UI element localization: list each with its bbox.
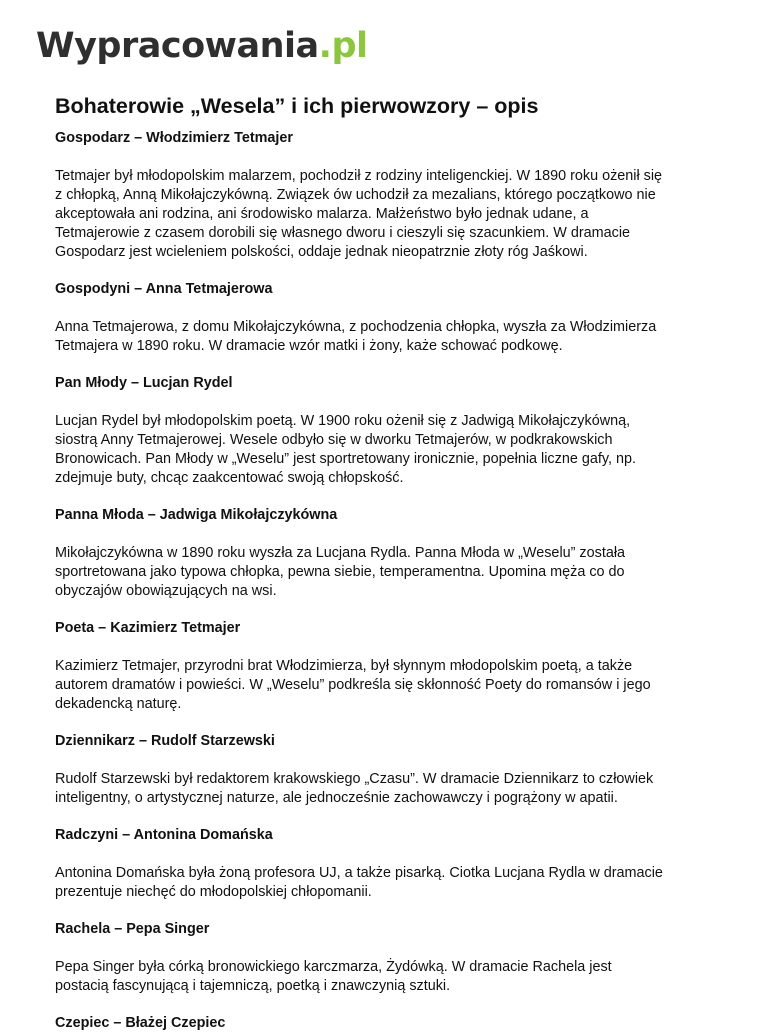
section-paragraph: [55, 657, 720, 714]
text-line: postacią fascynującą i tajemniczą, poetką i znawczynią sztuki.: [55, 978, 451, 994]
text-line: Lucjan Rydel był młodopolskim poetą. W 1900 roku ożenił się z Jadwigą Mikołajczykówną,: [55, 413, 631, 429]
section-poeta: [55, 619, 720, 714]
text-line: z chłopką, Anną Mikołajczykówną. Związek ów uchodził za mezalians, którego początkowo nie: [55, 187, 656, 203]
text-line: Anna Tetmajerowa, z domu Mikołajczykówna, z pochodzenia chłopka, wyszła za Włodzimierza: [55, 319, 657, 335]
section-rachela: [55, 920, 720, 996]
document-body: [55, 92, 720, 1033]
section-paragraph: [55, 167, 720, 262]
section-heading: Gospodarz – Włodzimierz Tetmajer: [55, 130, 294, 146]
text-line: Bronowicach. Pan Młody w „Weselu” jest sportretowany ironicznie, popełnia liczne gafy, np.: [55, 451, 636, 467]
text-line: Gospodarz jest wcieleniem polskości, oddaje jednak nieopatrznie złoty róg Jaśkowi.: [55, 244, 588, 260]
section-heading: Poeta – Kazimierz Tetmajer: [55, 620, 241, 636]
section-heading: Czepiec – Błażej Czepiec: [55, 1015, 226, 1031]
section-dziennikarz: [55, 732, 720, 808]
text-line: zdejmuje buty, chcąc zaakcentować swoją chłopskość.: [55, 470, 404, 486]
site-logo[interactable]: [36, 22, 368, 70]
section-heading: Panna Młoda – Jadwiga Mikołajczykówna: [55, 507, 338, 523]
text-line: akceptowała ani rodzina, ani środowisko malarza. Małżeństwo było jednak udane, a: [55, 206, 589, 222]
section-pan-mlody: [55, 374, 720, 488]
section-radczyni: [55, 826, 720, 902]
section-heading: Pan Młody – Lucjan Rydel: [55, 375, 233, 391]
text-line: Pepa Singer była córką bronowickiego karczmarza, Żydówką. W dramacie Rachela jest: [55, 959, 612, 975]
section-paragraph: [55, 864, 720, 902]
section-paragraph: [55, 958, 720, 996]
section-gospodarz: [55, 129, 720, 262]
text-line: obyczajów obowiązujących na wsi.: [55, 583, 277, 599]
text-line: sportretowana jako typowa chłopka, pewna siebie, temperamentna. Upomina męża co do: [55, 564, 625, 580]
text-line: siostrą Anny Tetmajerowej. Wesele odbyło się w dworku Tetmajerów, w podkrakowskich: [55, 432, 613, 448]
text-line: dekadencką naturę.: [55, 696, 182, 712]
section-gospodyni: [55, 280, 720, 356]
text-line: Tetmajer był młodopolskim malarzem, pochodził z rodziny inteligenckiej. W 1890 roku ożenił się: [55, 168, 663, 184]
section-heading: Rachela – Pepa Singer: [55, 921, 210, 937]
text-line: prezentuje niechęć do młodopolskiej chłopomanii.: [55, 884, 372, 900]
text-line: Tetmajerowie z czasem dorobili się własnego dworu i cieszyli się szacunkiem. W dramacie: [55, 225, 631, 241]
section-heading: Radczyni – Antonina Domańska: [55, 827, 273, 843]
text-line: Rudolf Starzewski był redaktorem krakowskiego „Czasu”. W dramacie Dziennikarz to człowiek: [55, 771, 654, 787]
document-title: Bohaterowie „Wesela” i ich pierwowzory – opis: [55, 94, 539, 118]
text-line: inteligentny, o artystycznej naturze, ale jednocześnie zachowawczy i pogrążony w apatii.: [55, 790, 618, 806]
section-paragraph: [55, 770, 720, 808]
section-paragraph: [55, 318, 720, 356]
section-panna-mloda: [55, 506, 720, 601]
logo-dot: .: [318, 26, 332, 66]
section-paragraph: [55, 412, 720, 488]
section-heading: Dziennikarz – Rudolf Starzewski: [55, 733, 275, 749]
text-line: Antonina Domańska była żoną profesora UJ, a także pisarką. Ciotka Lucjana Rydla w dramacie: [55, 865, 663, 881]
logo-tld: pl: [331, 26, 368, 66]
section-heading: Gospodyni – Anna Tetmajerowa: [55, 281, 273, 297]
text-line: Tetmajera w 1890 roku. W dramacie wzór matki i żony, każe schować podkowę.: [55, 338, 563, 354]
text-line: Mikołajczykówna w 1890 roku wyszła za Lucjana Rydla. Panna Młoda w „Weselu” została: [55, 545, 626, 561]
text-line: Kazimierz Tetmajer, przyrodni brat Włodzimierza, był słynnym młodopolskim poetą, a także: [55, 658, 633, 674]
section-paragraph: [55, 544, 720, 601]
logo-wordmark: Wypracowania: [36, 26, 319, 66]
text-line: autorem dramatów i powieści. W „Weselu” podkreśla się skłonność Poety do romansów i jego: [55, 677, 651, 693]
